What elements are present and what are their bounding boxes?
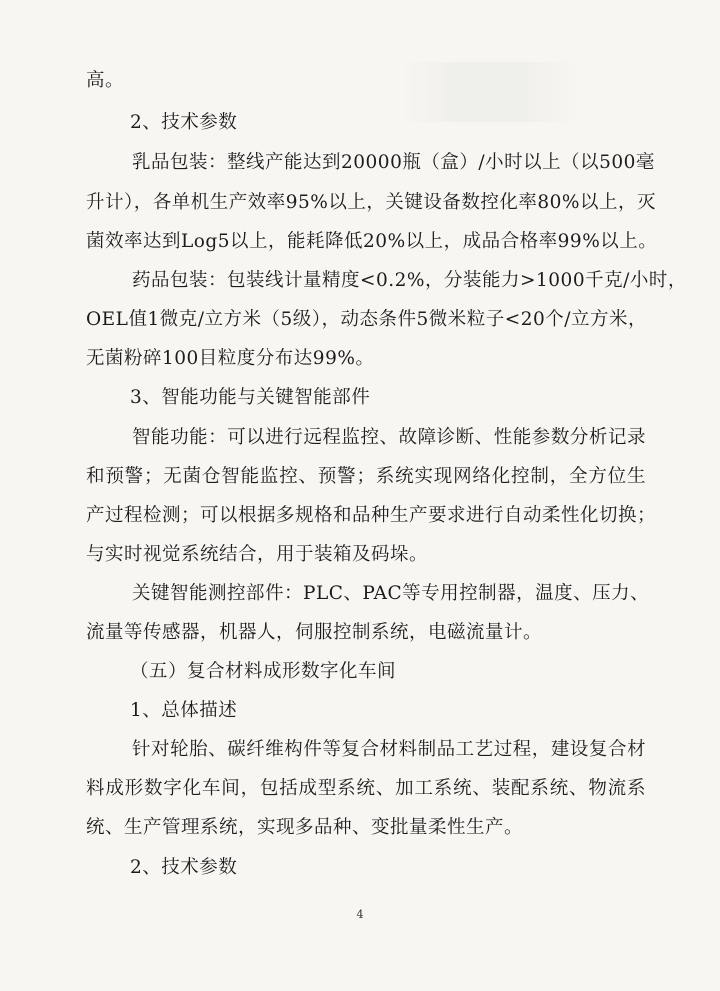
- section-heading: 1、总体描述: [130, 700, 238, 721]
- text-line: OEL值1微克/立方米（5级），动态条件5微米粒子<20个/立方米，: [86, 309, 648, 330]
- text-line: 与实时视觉系统结合，用于装箱及码垛。: [86, 544, 429, 565]
- page-number: 4: [356, 908, 364, 921]
- text-line: 乳品包装：整线产能达到20000瓶（盒）/小时以上（以500毫: [132, 152, 655, 173]
- text-line: 和预警；无菌仓智能监控、预警；系统实现网络化控制，全方位生: [86, 466, 646, 487]
- section-heading: 2、技术参数: [130, 112, 238, 133]
- text-line: 无菌粉碎100目粒度分布达99%。: [86, 348, 375, 369]
- chapter-heading: （五）复合材料成形数字化车间: [130, 661, 397, 682]
- text-line: 流量等传感器，机器人，伺服控制系统，电磁流量计。: [86, 622, 543, 643]
- text-line: 高。: [86, 70, 125, 91]
- text-line: 针对轮胎、碳纤维构件等复合材料制品工艺过程，建设复合材: [132, 739, 646, 760]
- text-line: 产过程检测；可以根据多规格和品种生产要求进行自动柔性化切换；: [86, 505, 657, 526]
- text-line: 菌效率达到Log5以上，能耗降低20%以上，成品合格率99%以上。: [86, 231, 658, 252]
- text-line: 统、生产管理系统，实现多品种、变批量柔性生产。: [86, 817, 524, 838]
- text-line: 智能功能：可以进行远程监控、故障诊断、性能参数分析记录: [132, 427, 646, 448]
- text-line: 关键智能测控部件：PLC、PAC等专用控制器，温度、压力、: [132, 583, 650, 604]
- section-heading: 2、技术参数: [130, 857, 238, 878]
- text-line: 升计），各单机生产效率95%以上，关键设备数控化率80%以上，灭: [86, 192, 656, 213]
- text-line: 料成形数字化车间，包括成型系统、加工系统、装配系统、物流系: [86, 778, 646, 799]
- section-heading: 3、智能功能与关键智能部件: [130, 387, 371, 408]
- text-line: 药品包装：包装线计量精度<0.2%，分装能力>1000千克/小时，: [132, 270, 687, 291]
